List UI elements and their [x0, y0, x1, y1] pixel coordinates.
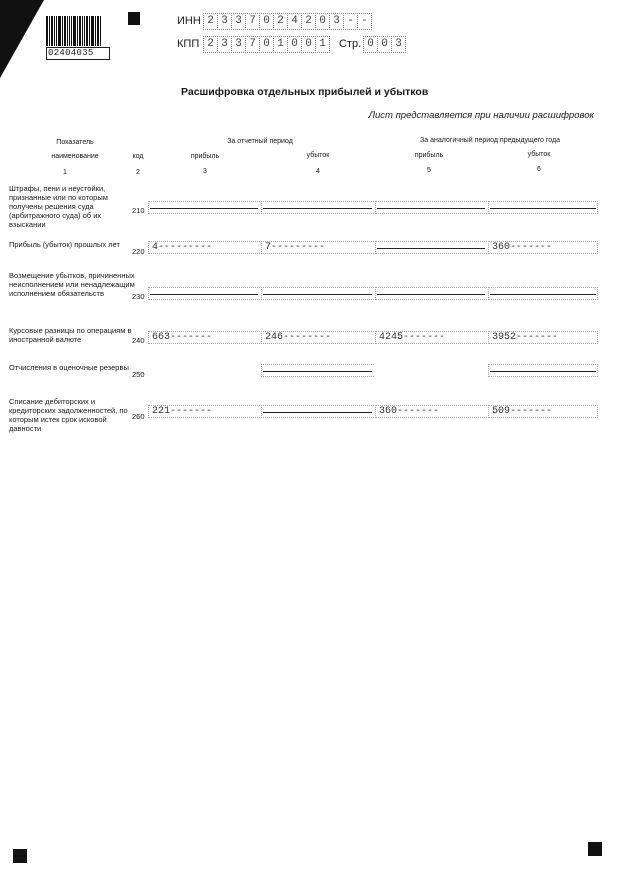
col-number-4: 4: [316, 168, 320, 175]
inn-digit: 2: [301, 13, 316, 30]
page-title: Расшифровка отдельных прибылей и убытков: [181, 86, 429, 98]
inn-digit: -: [343, 13, 358, 30]
row-code: 260: [132, 412, 145, 421]
kpp-digit: 1: [273, 36, 288, 53]
empty-value-dash: [490, 208, 596, 209]
inn-digit: 2: [273, 13, 288, 30]
inn-digit: 0: [259, 13, 274, 30]
col-reporting-period: За отчетный период: [227, 138, 293, 145]
col-indicator: Показатель: [56, 139, 94, 146]
col-number-5: 5: [427, 167, 431, 174]
corner-marker: [0, 0, 44, 78]
col-previous-period: За аналогичный период предыдущего года: [420, 137, 560, 144]
empty-value-dash: [377, 294, 485, 295]
row-label: Отчисления в оценочные резервы: [9, 363, 129, 372]
value-field[interactable]: 4---------: [148, 241, 260, 254]
col-number-6: 6: [537, 166, 541, 173]
page-label: Стр.: [339, 38, 362, 50]
empty-value-dash: [263, 294, 372, 295]
row-code: 240: [132, 336, 145, 345]
registration-mark-top: [128, 12, 140, 25]
kpp-digit: 3: [231, 36, 246, 53]
row-label: Прибыль (убыток) прошлых лет: [9, 240, 120, 249]
inn-digit: 3: [329, 13, 344, 30]
value-field[interactable]: 7---------: [261, 241, 374, 254]
inn-digit: 0: [315, 13, 330, 30]
inn-digit: 7: [245, 13, 260, 30]
page-digit: 0: [363, 36, 378, 53]
empty-value-dash: [377, 208, 485, 209]
page-digit: 0: [377, 36, 392, 53]
inn-digit: -: [357, 13, 372, 30]
value-field[interactable]: 509-------: [488, 405, 598, 418]
col-number-3: 3: [203, 168, 207, 175]
empty-value-dash: [150, 294, 258, 295]
inn-field: [203, 13, 371, 30]
col-number-2: 2: [136, 169, 140, 176]
page-digit: 3: [391, 36, 406, 53]
empty-value-dash: [263, 371, 372, 372]
row-label: Штрафы, пени и неустойки, признанные или по которым получены решения суда (арбитражного суда) об их взыскании: [9, 184, 108, 229]
value-field[interactable]: 360-------: [488, 241, 598, 254]
registration-mark-bottom-left: [13, 849, 27, 863]
row-label: Курсовые разницы по операциям в иностранной валюте: [9, 326, 132, 344]
row-label: Списание дебиторских и кредиторских задолженностей, по которым истек срок исковой давности: [9, 397, 128, 433]
kpp-digit: 3: [217, 36, 232, 53]
inn-digit: 3: [231, 13, 246, 30]
row-code: 230: [132, 292, 145, 301]
kpp-digit: 2: [203, 36, 218, 53]
col-profit-previous: прибыль: [414, 152, 444, 159]
col-name: наименование: [51, 153, 99, 160]
kpp-digit: 0: [301, 36, 316, 53]
registration-mark-bottom-right: [588, 842, 602, 856]
kpp-label: КПП: [177, 38, 200, 50]
kpp-digit: 1: [315, 36, 330, 53]
inn-digit: 3: [217, 13, 232, 30]
empty-value-dash: [263, 208, 372, 209]
barcode: [46, 16, 102, 46]
col-loss-previous: убыток: [527, 151, 551, 158]
row-code: 210: [132, 206, 145, 215]
page-number-field: [363, 36, 405, 53]
empty-value-dash: [263, 412, 372, 413]
inn-label: ИНН: [177, 15, 201, 27]
empty-value-dash: [490, 294, 596, 295]
col-profit-current: прибыль: [190, 153, 220, 160]
row-code: 250: [132, 370, 145, 379]
empty-value-dash: [490, 371, 596, 372]
value-field[interactable]: 246--------: [261, 331, 374, 344]
col-loss-current: убыток: [306, 152, 330, 159]
page-subtitle: Лист представляется при наличии расшифровок: [368, 110, 594, 121]
kpp-field: [203, 36, 329, 53]
inn-digit: 4: [287, 13, 302, 30]
value-field[interactable]: 360-------: [375, 405, 487, 418]
value-field[interactable]: 663-------: [148, 331, 260, 344]
empty-value-dash: [377, 248, 485, 249]
value-field[interactable]: 221-------: [148, 405, 260, 418]
kpp-digit: 7: [245, 36, 260, 53]
empty-value-dash: [150, 208, 258, 209]
col-number-1: 1: [63, 169, 67, 176]
value-field[interactable]: 4245-------: [375, 331, 487, 344]
col-code: код: [132, 153, 144, 160]
inn-digit: 2: [203, 13, 218, 30]
kpp-digit: 0: [287, 36, 302, 53]
row-code: 220: [132, 247, 145, 256]
value-field[interactable]: 3952-------: [488, 331, 598, 344]
barcode-number: 02404035: [46, 47, 110, 60]
row-label: Возмещение убытков, причиненных неисполнением или ненадлежащим исполнением обязательств: [9, 271, 135, 298]
kpp-digit: 0: [259, 36, 274, 53]
